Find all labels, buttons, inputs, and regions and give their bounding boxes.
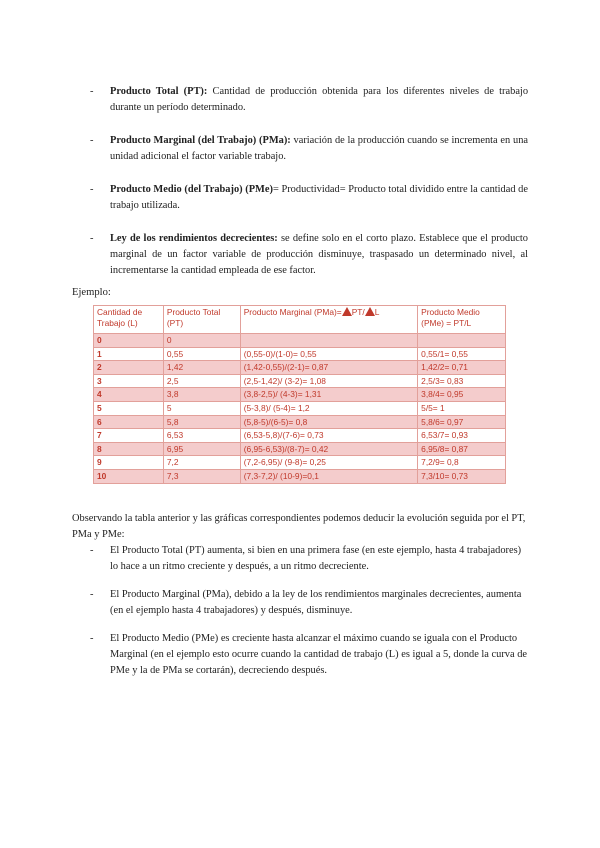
header-producto-marginal — [240, 306, 417, 334]
definition-term: Producto Marginal (del Trabajo) (PMa): — [110, 135, 291, 146]
table-cell: 5,8/6= 0,97 — [418, 415, 506, 429]
table-cell: 1,42/2= 0,71 — [418, 361, 506, 375]
table-cell: 5/5= 1 — [418, 401, 506, 415]
table-row — [94, 334, 506, 348]
table-row — [94, 401, 506, 415]
table-cell: 6,95 — [163, 442, 240, 456]
list-dash: - — [90, 589, 94, 600]
table-cell: (2,5-1,42)/ (3-2)= 1,08 — [240, 374, 417, 388]
table-cell: (7,2-6,95)/ (9-8)= 0,25 — [240, 456, 417, 470]
definition-producto-medio — [90, 182, 528, 214]
definition-ley-rendimientos — [90, 231, 528, 279]
definition-producto-marginal — [90, 133, 528, 165]
list-dash: - — [90, 633, 94, 644]
definition-term: Producto Total (PT): — [110, 86, 208, 97]
table-cell: 7,3/10= 0,73 — [418, 469, 506, 483]
table-cell: 0 — [94, 334, 164, 348]
table-row — [94, 347, 506, 361]
header-pma-text: Producto Marginal (PMa)= — [243, 307, 342, 317]
table-row — [94, 429, 506, 443]
table-cell: 6 — [94, 415, 164, 429]
observation-paragraph: Observando la tabla anterior y las gráficas correspondientes podemos deducir la evolución seguida por el PT, PMa y PMe: — [72, 513, 526, 540]
header-cantidad-trabajo: Cantidad de Trabajo (L) — [94, 306, 164, 334]
table-cell: 2,5/3= 0,83 — [418, 374, 506, 388]
bullet-text: El Producto Medio (PMe) es creciente hasta alcanzar el máximo cuando se iguala con el Producto Marginal (en el ejemplo esto ocurre cuando la cantidad de trabajo (L) es igual a 5, donde la curva de PMe y la de PMa se cortarán), decreciendo después. — [110, 633, 527, 676]
bullet-producto-total — [90, 543, 530, 575]
header-producto-medio: Producto Medio (PMe) = PT/L — [418, 306, 506, 334]
table-cell: 2,5 — [163, 374, 240, 388]
delta-icon — [365, 307, 375, 316]
table-cell: 4 — [94, 388, 164, 402]
definition-term: Ley de los rendimientos decrecientes: — [110, 233, 278, 244]
table-cell: 7,2/9= 0,8 — [418, 456, 506, 470]
definition-text: variación de la producción cuando se incrementa en una unidad adicional el factor variable trabajo. — [110, 135, 528, 162]
table-cell: (6,95-6,53)/(8-7)= 0,42 — [240, 442, 417, 456]
table-row — [94, 388, 506, 402]
table-cell: 5,8 — [163, 415, 240, 429]
list-dash: - — [90, 233, 94, 244]
table-cell: 0,55/1= 0,55 — [418, 347, 506, 361]
table-cell: 1 — [94, 347, 164, 361]
header-producto-total: Producto Total (PT) — [163, 306, 240, 334]
table-row — [94, 361, 506, 375]
table-cell — [240, 334, 417, 348]
table-cell: 0,55 — [163, 347, 240, 361]
table-cell: 3,8 — [163, 388, 240, 402]
table-cell: 10 — [94, 469, 164, 483]
table-cell: 6,53/7= 0,93 — [418, 429, 506, 443]
definition-text: se define solo en el corto plazo. Establece que el producto marginal de un factor variable de producción disminuye, traspasado un determinado nivel, al incrementarse la cantidad empleada de ese factor. — [110, 233, 529, 276]
table-cell: 1,42 — [163, 361, 240, 375]
table-cell — [418, 334, 506, 348]
delta-icon — [342, 307, 352, 316]
table-row — [94, 456, 506, 470]
table-cell: 6,95/8= 0,87 — [418, 442, 506, 456]
example-label: Ejemplo: — [72, 287, 111, 298]
bullet-text: El Producto Total (PT) aumenta, si bien en una primera fase (en este ejemplo, hasta 4 trabajadores) lo hace a un ritmo creciente y después, a un ritmo decreciente. — [110, 545, 522, 572]
table-row — [94, 442, 506, 456]
table-row — [94, 374, 506, 388]
definition-text: = Productividad= Producto total dividido entre la cantidad de trabajo utilizada. — [110, 184, 528, 211]
table-cell: (1,42-0,55)/(2-1)= 0,87 — [240, 361, 417, 375]
list-dash: - — [90, 545, 94, 556]
table-cell: (5,8-5)/(6-5)= 0,8 — [240, 415, 417, 429]
table-cell: 3,8/4= 0,95 — [418, 388, 506, 402]
definitions-list — [90, 84, 528, 296]
table-cell: 5 — [94, 401, 164, 415]
list-item — [90, 587, 530, 619]
table-cell: (3,8-2,5)/ (4-3)= 1,31 — [240, 388, 417, 402]
table-cell: 0 — [163, 334, 240, 348]
list-dash: - — [90, 135, 94, 146]
table-row — [94, 415, 506, 429]
header-pma-pt: PT/ — [351, 307, 365, 317]
table-cell: (7,3-7,2)/ (10-9)=0,1 — [240, 469, 417, 483]
table-cell: 9 — [94, 456, 164, 470]
bullet-producto-marginal — [90, 587, 530, 619]
definition-text: Cantidad de producción obtenida para los diferentes niveles de trabajo durante un período determinado. — [110, 86, 529, 113]
table-cell: 5 — [163, 401, 240, 415]
table-cell: (5-3,8)/ (5-4)= 1,2 — [240, 401, 417, 415]
definition-term: Producto Medio (del Trabajo) (PMe) — [110, 184, 273, 195]
bullet-text: El Producto Marginal (PMa), debido a la ley de los rendimientos marginales decrecientes, aumenta (en el ejemplo hasta 4 trabajadores) y después, disminuye. — [110, 589, 522, 616]
table-header-row — [94, 306, 506, 334]
list-item — [90, 543, 530, 575]
definition-producto-total — [90, 84, 528, 116]
table-cell: 7,3 — [163, 469, 240, 483]
header-pma-l: L — [374, 307, 380, 317]
table-cell: 8 — [94, 442, 164, 456]
table-cell: 2 — [94, 361, 164, 375]
table-cell: 7 — [94, 429, 164, 443]
list-item — [90, 631, 530, 679]
list-dash: - — [90, 86, 94, 97]
table-cell: 6,53 — [163, 429, 240, 443]
list-dash: - — [90, 184, 94, 195]
production-table — [93, 305, 506, 484]
table-row — [94, 469, 506, 483]
table-cell: 3 — [94, 374, 164, 388]
table-cell: (0,55-0)/(1-0)= 0,55 — [240, 347, 417, 361]
table-cell: (6,53-5,8)/(7-6)= 0,73 — [240, 429, 417, 443]
bullet-producto-medio — [90, 631, 530, 679]
table-cell: 7,2 — [163, 456, 240, 470]
